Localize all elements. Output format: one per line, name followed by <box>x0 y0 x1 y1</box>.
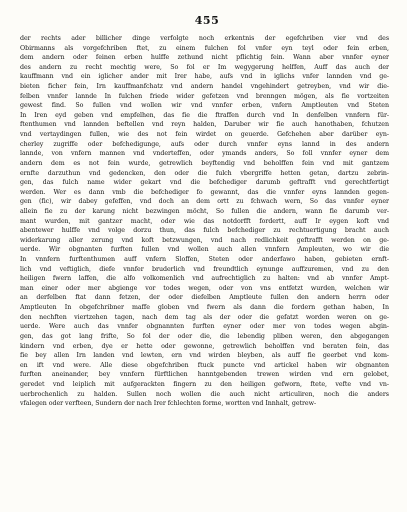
text-line: geredet vnd leiplich mit aufgerackten fingern zu den heiligen gefworn, ftete, vefte vnd vn- <box>20 380 389 388</box>
text-line: der rechts ader billicher dinge verfolgte noch erkentnis der egefchriben vier vnd des <box>20 35 389 42</box>
text-line: uerde. Wir obgnanten furften fullen vnd wollen auch allen vnnfern Ampleuten, wo wir die <box>20 246 389 254</box>
text-line: an derfelben ftat dann fetzen, der oder diefelben Amptleute fullen den andern herrn oder <box>20 294 389 302</box>
text-line: dem andern oder feinen erben hulffe zethund nicht pflichtig fein. Wann aber vnnfer eyner <box>20 54 389 62</box>
text-line: andern dem es not fein wurde, getrewlich beyftendig vnd beholffen fein vnd mit gantzem <box>20 159 389 167</box>
text-line: lich vnd veftiglich, diefe vnnfer bruderlich vnd freundtlich eynunge auffzuremen, vnd zu den <box>20 265 389 273</box>
text-line: uerde. Were auch das vnnfer obgnannten furften eyner oder mer von todes wegen abgin- <box>20 323 389 331</box>
text-line: Obirmanns als vorgefchriben ftet, zu einem fulchen fol vnfer eyn teyl oder fein erben, <box>20 44 389 52</box>
text-line: vnd vertaydingen fullen, wie des not fein wirdet on geuerde. Gefchehen aber darüber eyn- <box>20 131 389 139</box>
text-line: lannde, von vnfern mannen vnd vnderteffen, oder ymands anders, So foll vnnfer eyner dem <box>20 150 389 158</box>
page-number: 455 <box>194 14 220 27</box>
text-line: den nechften viertzehen tagen, nach dem tag als der oder die gefatzt worden weren on ge- <box>20 313 389 321</box>
text-line: widerkarung aller zerung vnd koft betzwungen, vnd nach redlichkeit geftrafft werden on ge- <box>20 236 389 244</box>
text-line: des andern zu recht mechtig were, So fol er Im wegygerung helffen, Auff das auch der <box>20 63 389 71</box>
text-line: mant wurden, mit gantzer macht, oder wie das notdorfft fordertt, auff Ir eygen koft vnd <box>20 217 389 225</box>
body-text <box>20 34 389 409</box>
text-line: allein fie zu der karung nicht bezwingen möcht, So fullen die andern, wann fie darumb ver- <box>20 207 389 215</box>
text-line: heiligen fwern laffen, die alfo volkomenlich vnd aufrechtiglich zu halten: vnd ab vnnfer Ampt- <box>20 275 389 283</box>
text-line: vfalegen oder verfteen, Sundern der nach Irer fchlechten forme, wortten vnd Innhalt, getrew- <box>20 400 317 408</box>
text-line: bieten ficher fein, Irn kauffmanfchatz vnd andern handel vngehindert getreyben, vnd wir die- <box>20 83 389 91</box>
text-line: gen, das got lang frifte, So fol der oder die, die lebendig pliben weren, den abgegangen <box>20 332 389 340</box>
text-line: In vnnfern furftenthumen auff vnfern Sloffen, Steten oder anderfawo haben, gebieten ernft- <box>20 256 389 264</box>
text-line: felben vnnfer lannde In fulchen friede wider gefetzen vnd brenngen mögen, als fie vortzeiten <box>20 92 389 100</box>
text-line: kauffmann vnd ein iglicher ander mit Irer habe, aufs vnd in iglichs vnfer lannden vnd ge- <box>20 73 389 81</box>
text-line: gen, das fulch name wider gekart vnd die befchediger darumb geftrafft vnd gerechtfertigt <box>20 179 389 187</box>
text-line: gewest find. So fullen vnd wollen wir vnd vnnfer erben, vnfern Amptleuten vnd Steten <box>20 102 389 110</box>
text-line: werden. Wer es dann vmb die befchediger fo gewannt, das die vnnfer eyns lannden gegen- <box>20 188 389 196</box>
text-line: ernfte darzuthun vnd gedencken, den oder die fulch vbergriffe hetten getan, dartzu zebrin- <box>20 169 389 177</box>
text-line: abentewer hulffe vnd volge dorzu thun, das fulch befchediger zu rechtuertigung bracht auch <box>20 227 389 235</box>
text-line: In Iren eyd geben vnd empfelhen, das fie die ftraffen durch vnd In denfelben vnnfern für- <box>20 111 389 119</box>
text-line: fie bey allen Irn landen vnd lewten, ern vnd wirden bleyben, als auff fie geerbet vnd kom- <box>20 352 389 360</box>
text-line: en ift vnd were. Alle diese obgefchriben ftuck puncte vnd artickel haben wir obgnanten <box>20 361 389 369</box>
text-line: ftenthumen vnd lannden beftellen vnd reyn halden, Daruber wir fie auch hanothaben, fchutzen <box>20 121 389 129</box>
text-line: cherley zugriffe oder befchedigunge, aufs oder durch vnnfer eyns lannd in des andern <box>20 140 389 148</box>
text-line: kindern vnd erben, dye er hette oder gewonne, getrewlich beholffen vnd beraten fein, das <box>20 342 389 350</box>
text-line: man einer oder mer abgienge vor todes wegen, oder von vns entfetzt wurden, welchen wir <box>20 284 389 292</box>
text-line: gen (fic), wir dabey gefeffen, vnd doch an dem ortt zu fchwach wern, So das vnnfer eyner <box>20 198 389 206</box>
text-line: furften aneinander, bey vnnfern fürftlichen hanntgebenden trewen wirden vnd ern gelobet, <box>20 371 389 379</box>
text-line: uerbrochenlich zu halden. Sullen noch wollen die auch nicht articuliren, noch die anders <box>20 390 389 398</box>
text-line: Amptleuten In obgefchribner maffe globen vnd fwern als dann die fordern gethan haben, In <box>20 304 389 312</box>
